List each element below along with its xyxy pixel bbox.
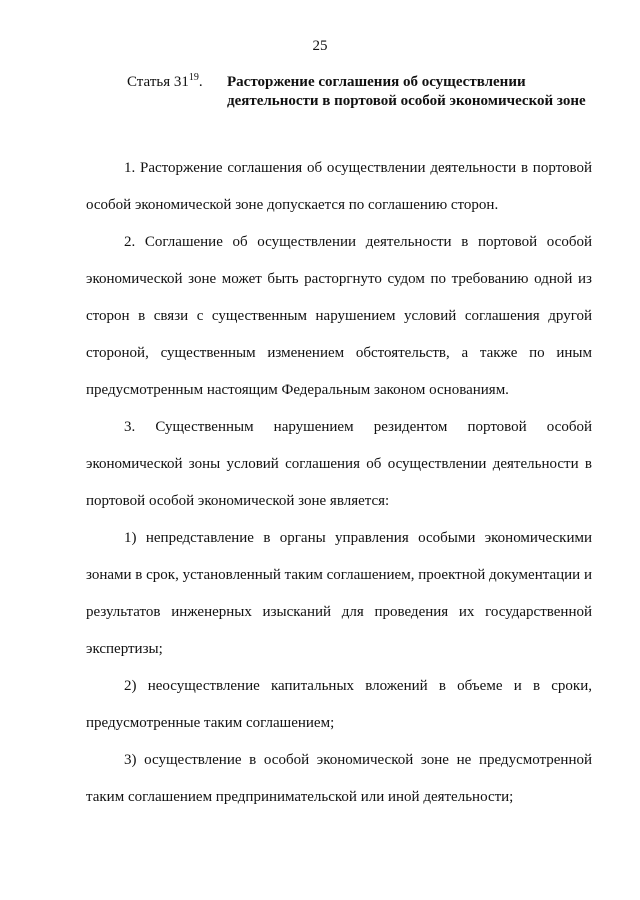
article-suffix: . [198, 74, 203, 90]
paragraph-2: 2. Соглашение об осуществлении деятельности в портовой особой экономической зоне может быть расторгнуто судом по требованию одной из сторон в связи с существенным нарушением условий соглашения другой стороной, существенным изменением обстоятельств, а также по иным предусмотренным настоящим Федеральным законом основаниям. [86, 234, 592, 398]
article-label: Статья 31 [127, 74, 189, 90]
article-header [127, 73, 597, 111]
paragraph-3: 3. Существенным нарушением резидентом портовой особой экономической зоны условий соглашения об осуществлении деятельности в портовой особой экономической зоне является: [86, 419, 592, 509]
list-item-1: 1) непредставление в органы управления особыми экономическими зонами в срок, установленный таким соглашением, проектной документации и результатов инженерных изысканий для проведения их государственной экспертизы; [86, 530, 592, 657]
list-item-2: 2) неосуществление капитальных вложений в объеме и в сроки, предусмотренные таким соглашением; [86, 678, 592, 731]
page-number: 25 [312, 38, 328, 54]
paragraph-1: 1. Расторжение соглашения об осуществлении деятельности в портовой особой экономической зоне допускается по соглашению сторон. [86, 160, 592, 213]
document-body [86, 150, 592, 816]
article-title: Расторжение соглашения об осуществлении деятельности в портовой особой экономической зоне [227, 74, 586, 109]
article-number [127, 73, 227, 111]
list-item-3: 3) осуществление в особой экономической зоне не предусмотренной таким соглашением предпринимательской или иной деятельности; [86, 752, 592, 805]
article-superscript: 19 [188, 72, 199, 83]
